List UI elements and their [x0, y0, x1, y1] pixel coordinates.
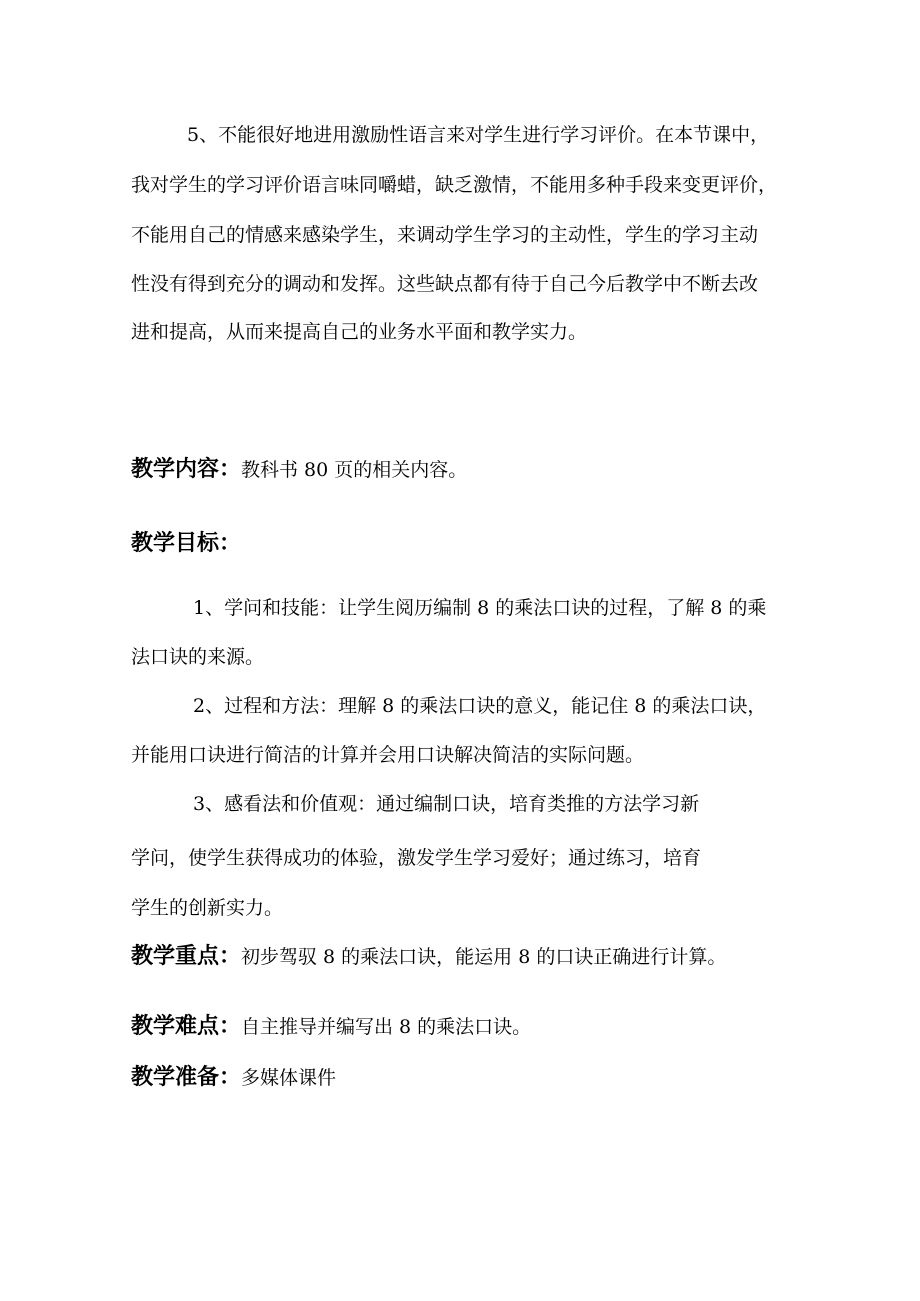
- teaching-difficulty-label: 教学难点：: [131, 1014, 242, 1039]
- teaching-content: [131, 456, 467, 485]
- teaching-content-label: 教学内容：: [131, 457, 242, 482]
- teaching-preparation-value: 多媒体课件: [241, 1067, 337, 1089]
- goal-line-7: 学生的创新实力。: [131, 897, 284, 919]
- teaching-goals-label: 教学目标：: [131, 531, 242, 556]
- teaching-difficulty-value: 自主推导并编写出 8 的乘法口诀。: [241, 1016, 532, 1038]
- goal-line-4: 并能用口诀进行简洁的计算并会用口诀解决简洁的实际问题。: [131, 744, 645, 766]
- teaching-key-point-label: 教学重点：: [131, 944, 242, 969]
- teaching-goals-heading: [131, 530, 241, 559]
- teaching-key-point: [131, 943, 726, 972]
- goal-line-3: 2、过程和方法：理解 8 的乘法口诀的意义，能记住 8 的乘法口诀，: [193, 695, 767, 717]
- teaching-preparation-label: 教学准备：: [131, 1065, 242, 1090]
- goal-line-6: 学问，使学生获得成功的体验，激发学生学习爱好；通过练习，培育: [131, 847, 702, 869]
- teaching-preparation: [131, 1064, 336, 1093]
- goal-line-1: 1、学问和技能：让学生阅历编制 8 的乘法口诀的过程，了解 8 的乘: [193, 597, 767, 619]
- goal-line-5: 3、感看法和价值观：通过编制口诀，培育类推的方法学习新: [193, 793, 700, 815]
- reflection-line-1: 5、不能很好地进用激励性语言来对学生进行学习评价。在本节课中，: [187, 124, 770, 146]
- teaching-difficulty: [131, 1013, 531, 1042]
- teaching-content-value: 教科书 80 页的相关内容。: [241, 459, 468, 481]
- reflection-line-5: 进和提高，从而来提高自己的业务水平面和教学实力。: [131, 321, 588, 343]
- teaching-key-point-value: 初步驾驭 8 的乘法口诀，能运用 8 的口诀正确进行计算。: [241, 946, 727, 968]
- reflection-line-2: 我对学生的学习评价语言味同嚼蜡，缺乏激情，不能用多种手段来变更评价，: [131, 174, 778, 196]
- reflection-line-4: 性没有得到充分的调动和发挥。这些缺点都有待于自己今后教学中不断去改: [131, 273, 759, 295]
- goal-line-2: 法口诀的来源。: [131, 646, 265, 668]
- reflection-line-3: 不能用自己的情感来感染学生，来调动学生学习的主动性，学生的学习主动: [131, 224, 759, 246]
